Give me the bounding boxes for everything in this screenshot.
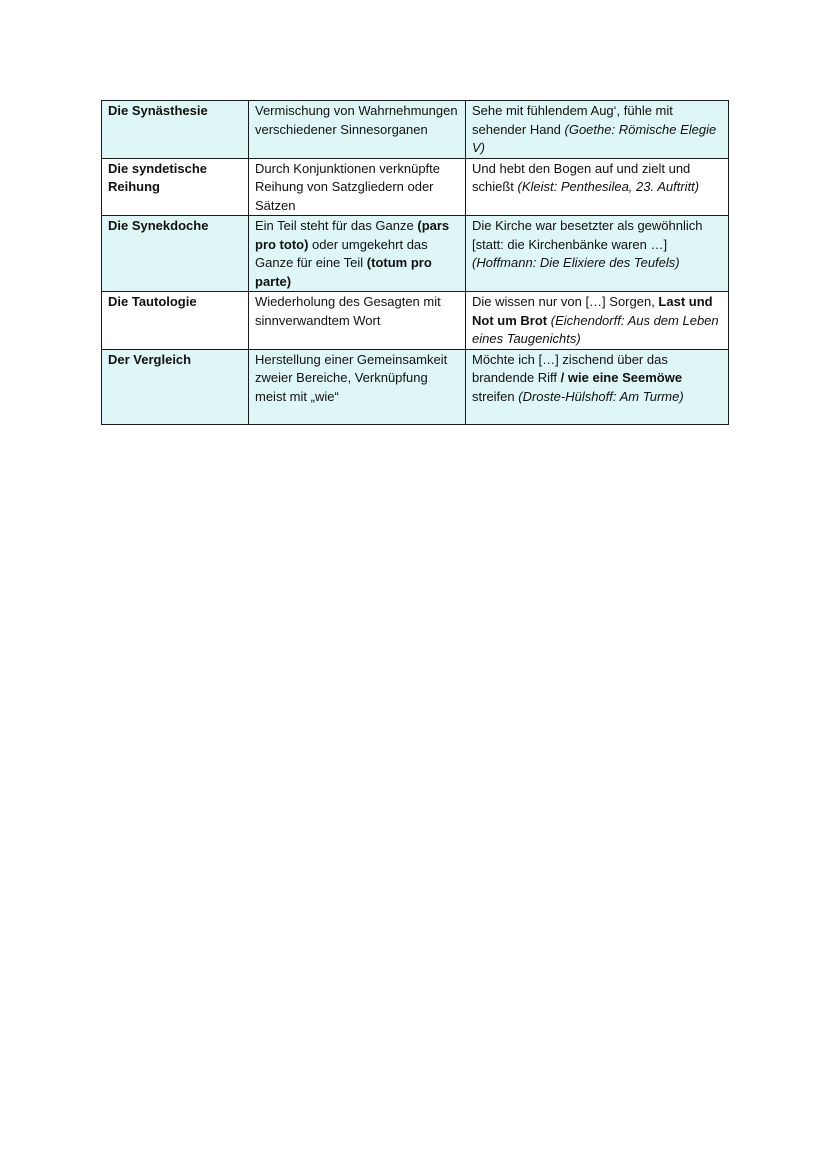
table-row-synekdoche: [102, 216, 729, 292]
example-text: Und hebt den Bogen auf und zielt und schießt: [472, 160, 691, 194]
term-cell: Die syndetische Reihung: [102, 158, 249, 216]
example-cell: [466, 101, 729, 159]
example-source: (Eichendorff: Aus dem Leben eines Taugenichts): [472, 312, 719, 346]
example-source: (Kleist: Penthesilea, 23. Auftritt): [517, 179, 700, 194]
definition-cell: [249, 349, 466, 424]
definition-text: Ein Teil steht für das Ganze: [255, 218, 418, 233]
table-row-vergleich: [102, 349, 729, 424]
example-cell: [466, 292, 729, 350]
example-source: (Hoffmann: Die Elixiere des Teufels): [472, 255, 680, 270]
term-cell: Die Synästhesie: [102, 101, 249, 159]
table-row-syndetische-reihung: [102, 158, 729, 216]
table-row-tautologie: [102, 292, 729, 350]
example-text: streifen: [472, 388, 519, 404]
example-cell: [466, 216, 729, 292]
table-row-synaesthesie: [102, 101, 729, 159]
term-cell: Die Tautologie: [102, 292, 249, 350]
definition-cell: [249, 158, 466, 216]
definition-text: Wiederholung des Gesagten mit sinnverwandtem Wort: [255, 294, 441, 328]
definition-cell: [249, 292, 466, 350]
example-text: Die wissen nur von […] Sorgen,: [472, 294, 659, 309]
definition-text: Vermischung von Wahrnehmungen verschiedener Sinnesorganen: [255, 103, 458, 137]
term-cell: Die Synekdoche: [102, 216, 249, 292]
definition-emphasis: (totum pro parte): [255, 255, 432, 289]
definition-cell: [249, 216, 466, 292]
definition-text: oder umgekehrt das Ganze für eine Teil: [255, 236, 428, 270]
definition-text: Durch Konjunktionen verknüpfte Reihung von Satzgliedern oder Sätzen: [255, 160, 441, 213]
example-emphasis: Last und Not um Brot: [472, 294, 713, 328]
example-source: (Droste-Hülshoff: Am Turme): [518, 388, 684, 404]
example-text: Sehe mit fühlendem Aug‘, fühle mit sehender Hand: [472, 103, 673, 137]
example-text: Möchte ich […] zischend über das brandende Riff: [472, 351, 668, 385]
definition-emphasis: (pars pro toto): [255, 218, 450, 252]
definition-text: Herstellung einer Gemeinsamkeit zweier Bereiche, Verknüpfung meist mit „wie“: [255, 351, 448, 404]
definition-cell: [249, 101, 466, 159]
example-source: (Goethe: Römische Elegie V): [472, 121, 717, 155]
example-emphasis: / wie eine Seemöwe: [560, 370, 683, 385]
example-text: Die Kirche war besetzter als gewöhnlich [statt: die Kirchenbänke waren …]: [472, 218, 703, 252]
stylistic-devices-table: [101, 100, 729, 425]
example-cell: [466, 349, 729, 424]
term-cell: Der Vergleich: [102, 349, 249, 424]
example-cell: [466, 158, 729, 216]
